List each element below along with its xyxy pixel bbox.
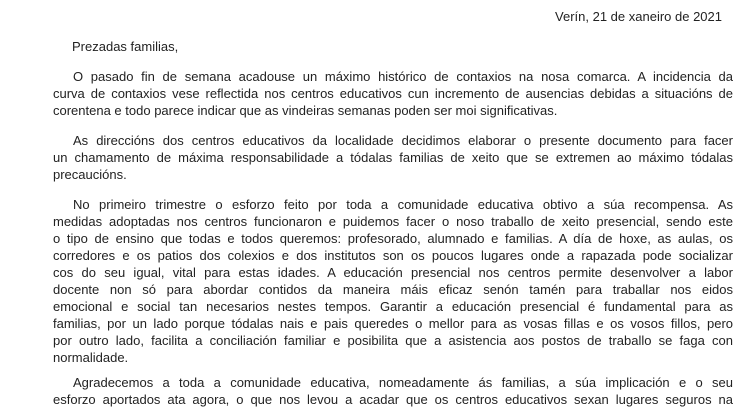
paragraph-line: por outro lado, facilita a conciliación familiar e posibilita que a asistencia aos postos de traballo se faga con bbox=[53, 333, 733, 348]
letter-date: Verín, 21 de xaneiro de 2021 bbox=[555, 9, 722, 24]
paragraph-2 bbox=[53, 132, 733, 183]
paragraph-line: corentena e todo parece indicar que as vindeiras semanas poden ser moi significativas. bbox=[53, 103, 558, 118]
paragraph-3 bbox=[53, 196, 733, 366]
paragraph-line: docente non só para abordar contidos da maneira máis eficaz senón tamén para traballar nos eidos bbox=[53, 282, 733, 297]
paragraph-4 bbox=[53, 374, 733, 408]
paragraph-line: esforzo aportados ata agora, o que nos levou a acadar que os centros educativos sexan lugares seguros na bbox=[53, 392, 733, 407]
paragraph-line: curva de contaxios vese reflectida nos centros educativos cun incremento de ausencias debidas a situacións de bbox=[53, 86, 733, 101]
paragraph-line: As direccións dos centros educativos da localidade decidimos elaborar o presente documento para facer bbox=[73, 133, 733, 148]
paragraph-line: normalidade. bbox=[53, 350, 129, 365]
paragraph-line: o tipo de ensino que todas e todos queremos: profesorado, alumnado e familias. A día de hoxe, as aulas, os bbox=[53, 231, 733, 246]
paragraph-line: emocional e social tan necesarios nestes tempos. Garantir a educación presencial é fundamental para as bbox=[53, 299, 733, 314]
paragraph-1 bbox=[53, 68, 733, 119]
paragraph-line: corredores e os patios dos colexios e dos institutos son os poucos lugares onde a rapazada pode socializar bbox=[53, 248, 733, 263]
paragraph-line: Agradecemos a toda a comunidade educativa, nomeadamente ás familias, a súa implicación e o seu bbox=[73, 375, 733, 390]
paragraph-line: medidas adoptadas nos centros funcionaron e puidemos facer o noso traballo de xeito presencial, sendo este bbox=[53, 214, 733, 229]
paragraph-line: cos do seu igual, vital para estas idades. A educación presencial nos centros permite desenvolver a labor bbox=[53, 265, 733, 280]
paragraph-line: No primeiro trimestre o esforzo feito por toda a comunidade educativa obtivo a súa recompensa. As bbox=[73, 197, 733, 212]
paragraph-line: precaucións. bbox=[53, 167, 127, 182]
paragraph-line: familias, por un lado porque tódalas nais e pais queredes o mellor para as vosas fillas e os vosos fillos, pero bbox=[53, 316, 733, 331]
paragraph-line: O pasado fin de semana acadouse un máximo histórico de contaxios na nosa comarca. A incidencia da bbox=[73, 69, 733, 84]
letter-greeting: Prezadas familias, bbox=[72, 39, 179, 54]
paragraph-line: un chamamento de máxima responsabilidade a tódalas familias de xeito que se extremen ao máximo tódalas bbox=[53, 150, 733, 165]
